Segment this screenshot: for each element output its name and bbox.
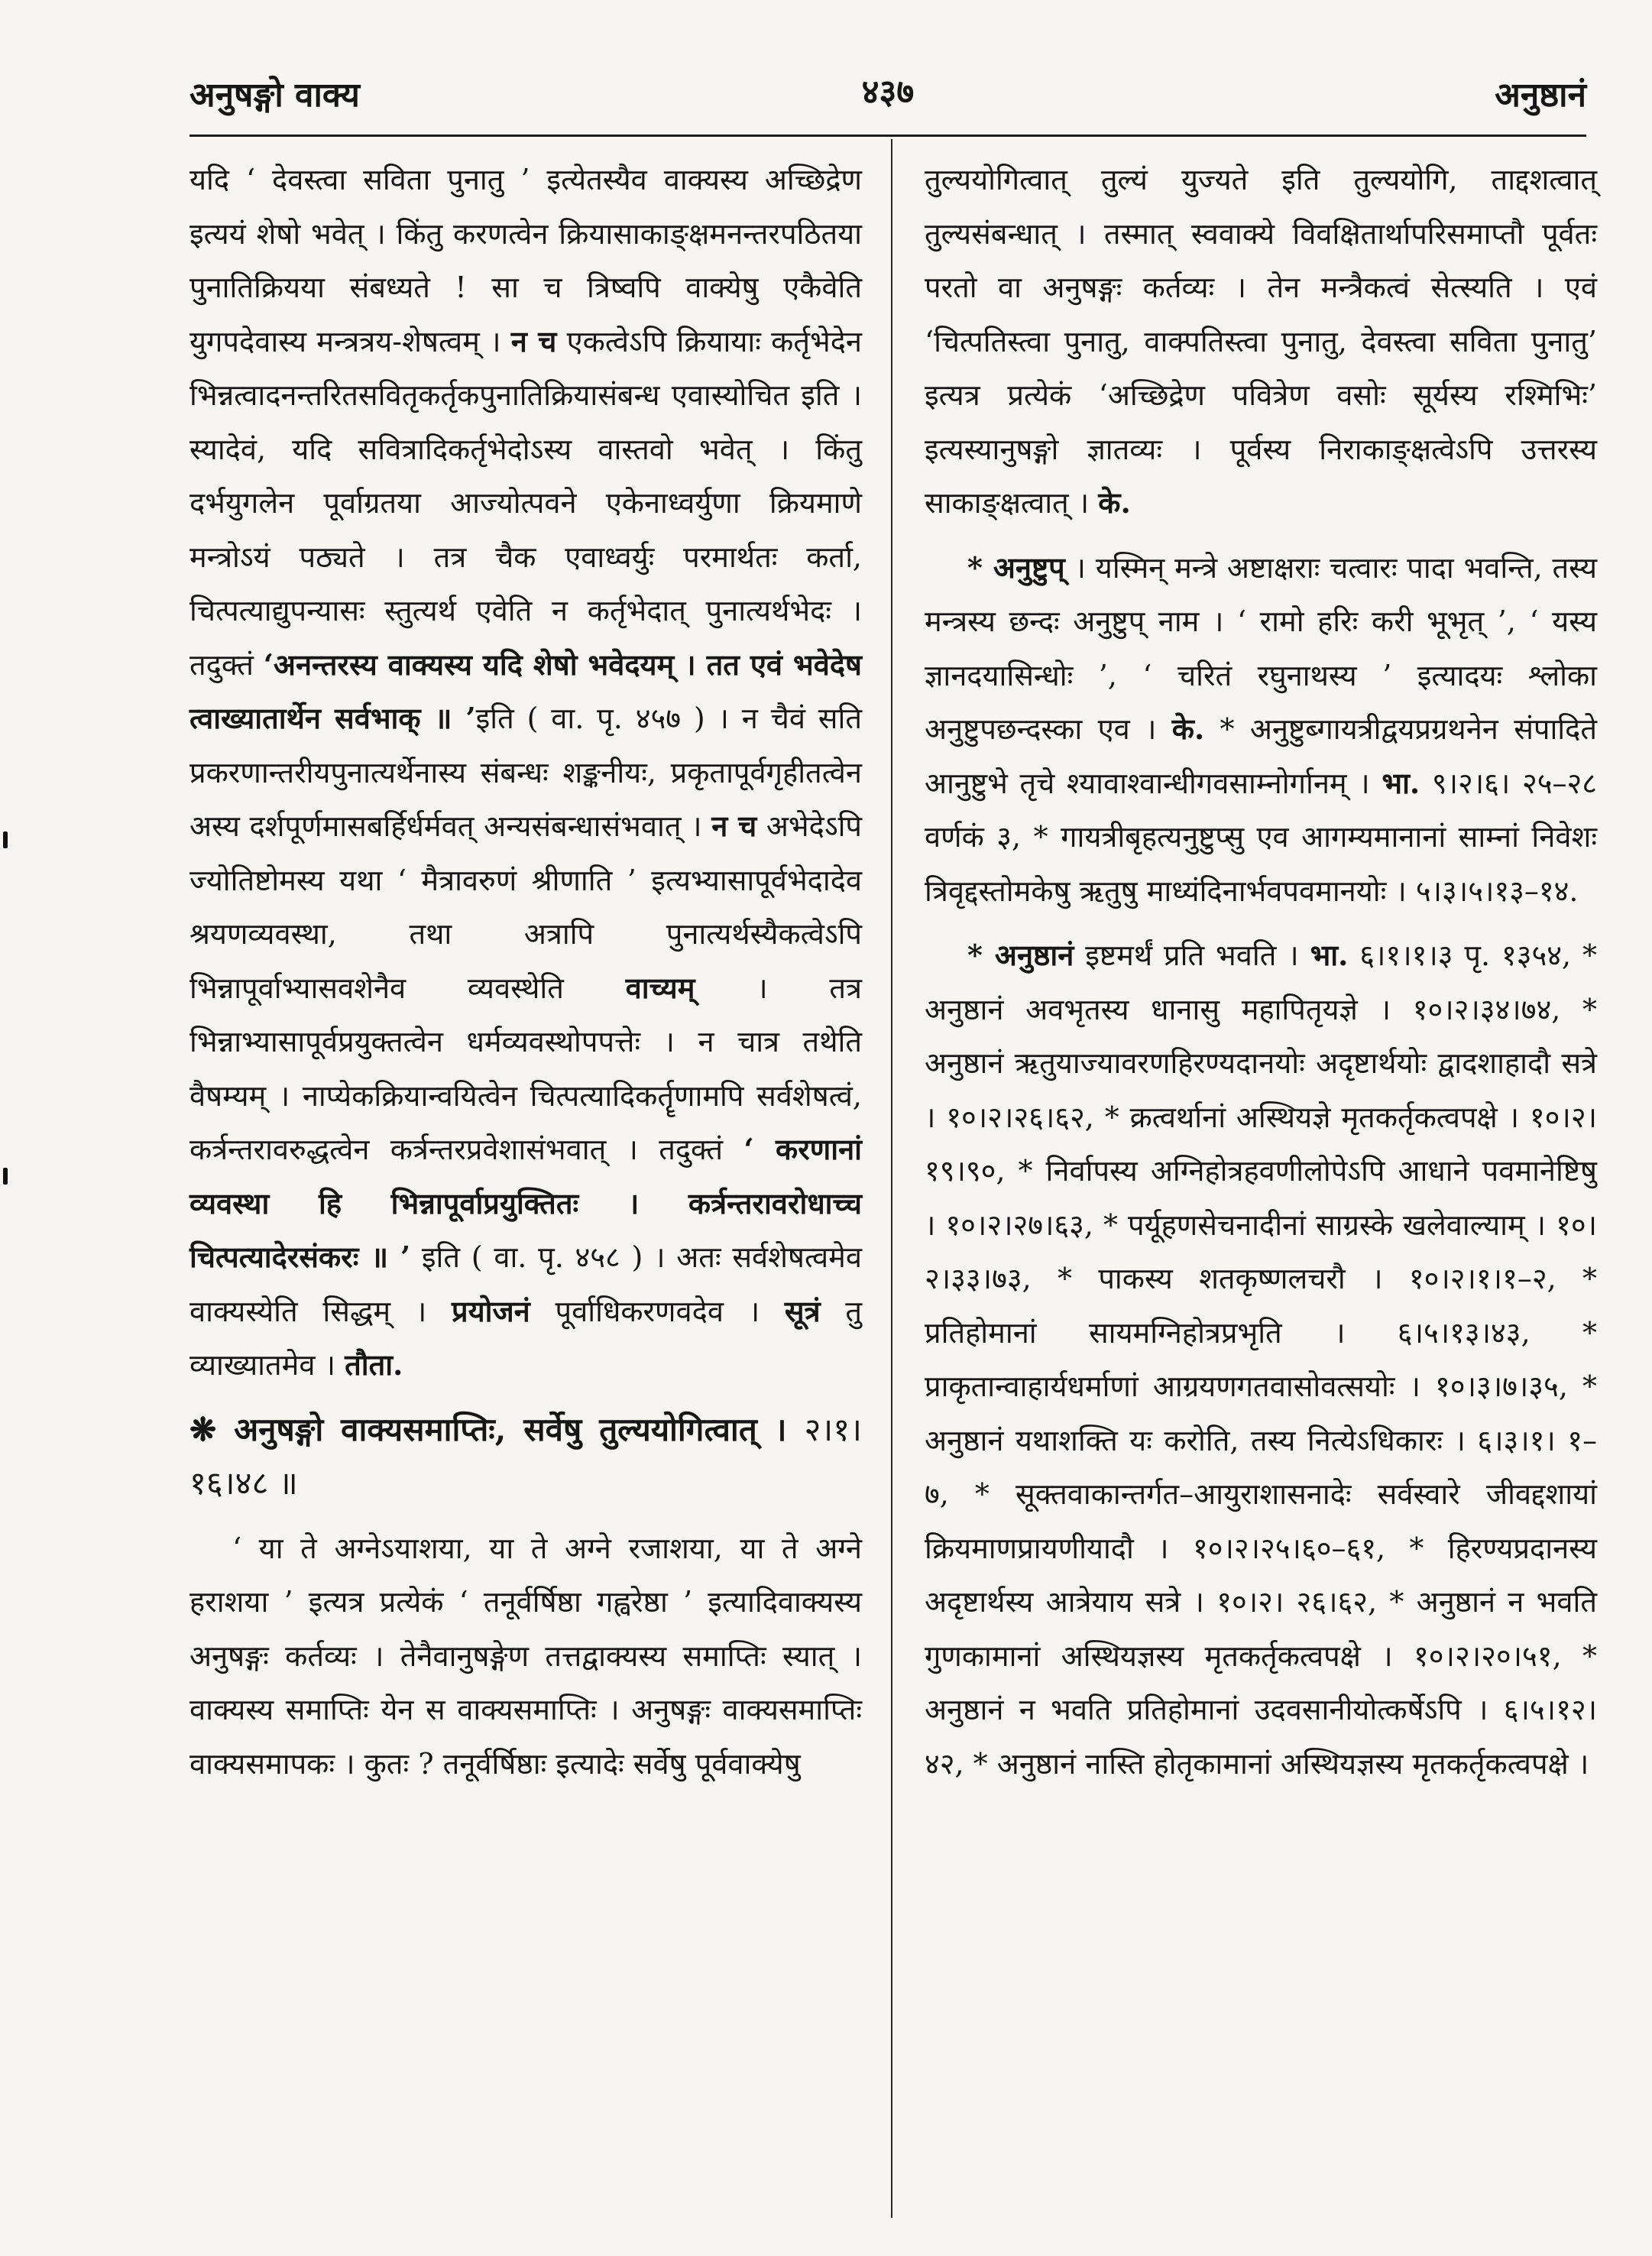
bold-text-segment: न च — [510, 323, 557, 358]
sutra-text: अनुषङ्गो वाक्यसमाप्तिः, सर्वेषु तुल्ययोगित्वात् । — [234, 1410, 787, 1448]
scan-edge-mark — [3, 831, 8, 848]
bold-text-segment: * — [967, 549, 993, 585]
text-segment: ‘ या ते अग्नेऽयाशया, या ते अग्ने रजाशया, या ते अग्ने हराशया ’ इत्यत्र प्रत्येकं ‘ तनूर्वर्षिष्ठा गह्वरेष्ठा ’ इत्यादिवाक्यस्य अनुषङ्गः कर्तव्यः । तेनैवानुषङ्गेण तत्तद्वाक्यस्य समाप्तिः स्यात् । वाक्यस्य समाप्तिः येन स वाक्यसमाप्तिः । अनुषङ्गः वाक्यसमाप्तिः वाक्यसमापकः । कुतः ? तनूर्वर्षिष्ठाः इत्यादेः सर्वेषु पूर्ववाक्येषु — [189, 1531, 862, 1781]
right-column — [925, 153, 1597, 1791]
bold-text-segment: तौता. — [345, 1347, 403, 1382]
bold-text-segment: भा. — [1382, 765, 1420, 800]
text-segment: तुल्ययोगित्वात् तुल्यं युज्यते इति तुल्ययोगि, ताद्दशत्वात् तुल्यसंबन्धात् । तस्मात् स्ववाक्ये विवक्षितार्थापरिसमाप्तौ पूर्वतः परतो वा अनुषङ्गः कर्तव्यः । तेन मन्त्रैकत्वं सेत्स्यति । एवं ‘चित्पतिस्त्वा पुनातु, वाक्पतिस्त्वा पुनातु, देवस्त्वा सविता पुनातु’ इत्यत्र प्रत्येकं ‘अच्छिद्रेण पवित्रेण वसोः सूर्यस्य रश्मिभिः’ इत्यस्यानुषङ्गो ज्ञातव्यः । पूर्वस्य निराकाङ्क्षत्वेऽपि उत्तरस्य साकाङ्क्षत्वात् । — [925, 163, 1597, 520]
header-rule — [189, 135, 1586, 137]
bold-text-segment: अनुष्ठानं — [994, 938, 1074, 972]
bold-text-segment: के. — [1171, 711, 1205, 746]
right-entry-anushtup — [925, 541, 1597, 919]
bold-text-segment: * — [967, 938, 995, 972]
bold-text-segment: के. — [1098, 485, 1131, 520]
sutra-reference: २।१।१६।४८ ॥ — [189, 1410, 862, 1502]
right-paragraph-1 — [925, 153, 1597, 530]
page-header — [189, 64, 1586, 125]
text-segment: पूर्वाधिकरणवदेव । — [530, 1294, 785, 1328]
text-segment: इति ( वा. पृ. ४५७ ) । न चैवं सति प्रकरणान्तरीयपुनात्यर्थेनास्य संबन्धः शङ्कनीयः, प्रकृतापूर्वगृहीतत्वेन अस्य दर्शपूर्णमासबर्हिर्धर्मवत् अन्यसंबन्धासंभवात् । — [189, 702, 862, 843]
bold-text-segment: अनुष्टुप् — [993, 549, 1065, 585]
bold-text-segment: प्रयोजनं — [451, 1293, 530, 1328]
text-segment: अभेदेऽपि ज्योतिष्टोमस्य यथा ‘ मैत्रावरुणं श्रीणाति ’ इत्यभ्यासापूर्वभेदादेव श्रयणव्यवस्था, तथा अत्रापि पुनात्यर्थस्यैकत्वेऽपि भिन्नापूर्वाभ्यासवशेनैव व्यवस्थेति — [189, 809, 862, 1005]
left-paragraph-2 — [189, 1522, 862, 1791]
bold-text-segment: ‘अनन्तरस्य वाक्यस्य यदि शेषो भवेदयम् । तत एवं भवेदेष त्वाख्यातार्थेन सर्वभाक् ॥ ’ — [189, 647, 862, 735]
left-column — [189, 153, 862, 1791]
text-segment: ९।२।६। २५–२८ वर्णकं ३, * गायत्रीबृहत्यनुष्टुप्सु एव आगम्यमानानां साम्नां निवेशः त्रिवृद्दस्तोमकेषु ऋतुषु माध्यंदिनार्भवपवमानयोः । ५।३।५।१३–१४. — [925, 766, 1597, 908]
header-right-catchword: अनुष्ठानं — [1495, 76, 1586, 115]
sutra-heading — [189, 1403, 862, 1511]
bold-text-segment: ‘ करणानां व्यवस्था हि भिन्नापूर्वाप्रयुक्तितः । कर्त्रन्तरावरोधाच्च चित्पत्यादेरसंकरः ॥ ’ — [189, 1132, 862, 1274]
text-segment: * अनुष्टुब्गायत्रीद्वयप्रग्रथनेन संपादिते आनुष्टुभे तृचे श्यावाश्वान्धीगवसाम्नोर्गानम् । — [925, 712, 1597, 800]
left-paragraph-1 — [189, 153, 862, 1392]
column-divider — [891, 139, 892, 2218]
text-segment: इति ( वा. पृ. ४५८ ) । अतः सर्वशेषत्वमेव वाक्यस्येति सिद्धम् । — [189, 1240, 862, 1328]
bold-text-segment: वाच्यम् — [625, 970, 695, 1005]
text-segment: तु व्याख्यातमेव । — [189, 1294, 862, 1382]
page-number: ४३७ — [861, 73, 915, 112]
right-entry-anushthanam — [925, 929, 1597, 1791]
header-left-catchword: अनुषङ्गो वाक्य — [189, 76, 360, 115]
sutra-marker-icon: ❋ — [189, 1410, 235, 1448]
text-segment: यदि ‘ देवस्त्वा सविता पुनातु ’ इत्येतस्यैव वाक्यस्य अच्छिद्रेण इत्ययं शेषो भवेत् । किंतु करणत्वेन क्रियासाकाङ्क्षमनन्तरपठितया पुनातिक्रियया संबध्यते ! सा च त्रिष्वपि वाक्येषु एकैवेति युगपदेवास्य मन्त्रत्रय-शेषत्वम् । — [189, 163, 862, 358]
bold-text-segment: सूत्रं — [784, 1293, 821, 1328]
text-segment: । यस्मिन् मन्त्रे अष्टाक्षराः चत्वारः पादा भवन्ति, तस्य मन्त्रस्य छन्दः अनुष्टुप् नाम । ‘ रामो हरिः करी भूभृत् ’, ‘ यस्य ज्ञानदयासिन्धोः ’, ‘ चरितं रघुनाथस्य ’ इत्यादयः श्लोका अनुष्टुपछन्दस्का एव । — [925, 550, 1597, 746]
text-segment: इष्टमर्थं प्रति भवति । — [1074, 938, 1310, 972]
text-segment: ६।१।१।३ पृ. १३५४, * अनुष्ठानं अवभृतस्य धानासु महापितृयज्ञे । १०।२।३४।७४, * अनुष्ठानं ऋतुयाज्यावरणहिरण्यदानयोः अदृष्टार्थयोः द्वादशाहादौ सत्रे । १०।२।२६।६२, * क्रत्वर्थानां अस्थियज्ञे मृतकर्तृकत्वपक्षे । १०।२।१९।९०, * निर्वापस्य अग्निहोत्रहवणीलोपेऽपि आधाने पवमानेष्टिषु । १०।२।२७।६३, * पर्यूहणसेचनादीनां साग्रस्के खलेवाल्याम् । १०।२।३३।७३, * पाकस्य शतकृष्णलचरौ । १०।२।१।१–२, * प्रतिहोमानां सायमग्निहोत्रप्रभृति । ६।५।१३।४३, * प्राकृतान्वाहार्यधर्माणां आग्रयणगतवासोवत्सयोः । १०।३।७।३५, * अनुष्ठानं यथाशक्ति यः करोति, तस्य नित्येऽधिकारः । ६।३।१। १–७, * सूक्तवाकान्तर्गत–आयुराशासनादेः सर्वस्वारे जीवद्दशायां क्रियमाणप्रायणीयादौ । १०।२।२५।६०–६१, * हिरण्यप्रदानस्य अदृष्टार्थस्य आत्रेयाय सत्रे । १०।२। २६।६२, * अनुष्ठानं न भवति गुणकामानां अस्थियज्ञस्य मृतकर्तृकत्वपक्षे । १०।२।२०।५१, * अनुष्ठानं न भवति प्रतिहोमानां उदवसानीयोत्कर्षेऽपि । ६।५।१२।४२, * अनुष्ठानं नास्ति होतृकामानां अस्थियज्ञस्य मृतकर्तृकत्वपक्षे । — [925, 938, 1597, 1781]
bold-text-segment: भा. — [1310, 938, 1349, 972]
text-segment: एकत्वेऽपि क्रियायाः कर्तृभेदेन भिन्नत्वादनन्तरितसवितृकर्तृकपुनातिक्रियासंबन्ध एवास्योचित इति । स्यादेवं, यदि सवित्रादिकर्तृभेदोऽस्य वास्तवो भवेत् । किंतु दर्भयुगलेन पूर्वाग्रतया आज्योत्पवने एकेनाध्वर्युणा क्रियमाणे मन्त्रोऽयं पठ्यते । तत्र चैक एवाध्वर्युः परमार्थतः कर्ता, चित्पत्याद्युपन्यासः स्तुत्यर्थ एवेति न कर्तृभेदात् पुनात्यर्थभेदः । तदुक्तं — [189, 324, 862, 682]
text-segment: । तत्र भिन्नाभ्यासापूर्वप्रयुक्तत्वेन धर्मव्यवस्थोपपत्तेः । न चात्र तथेति वैषम्यम् । नाप्येकक्रियान्वयित्वेन चित्पत्यादिकर्तॄणामपि सर्वशेषत्वं, कर्त्रन्तरावरुद्धत्वेन कर्त्रन्तरप्रवेशासंभवात् । तदुक्तं — [189, 971, 862, 1166]
scan-edge-mark — [3, 1168, 8, 1185]
bold-text-segment: न च — [711, 809, 757, 843]
